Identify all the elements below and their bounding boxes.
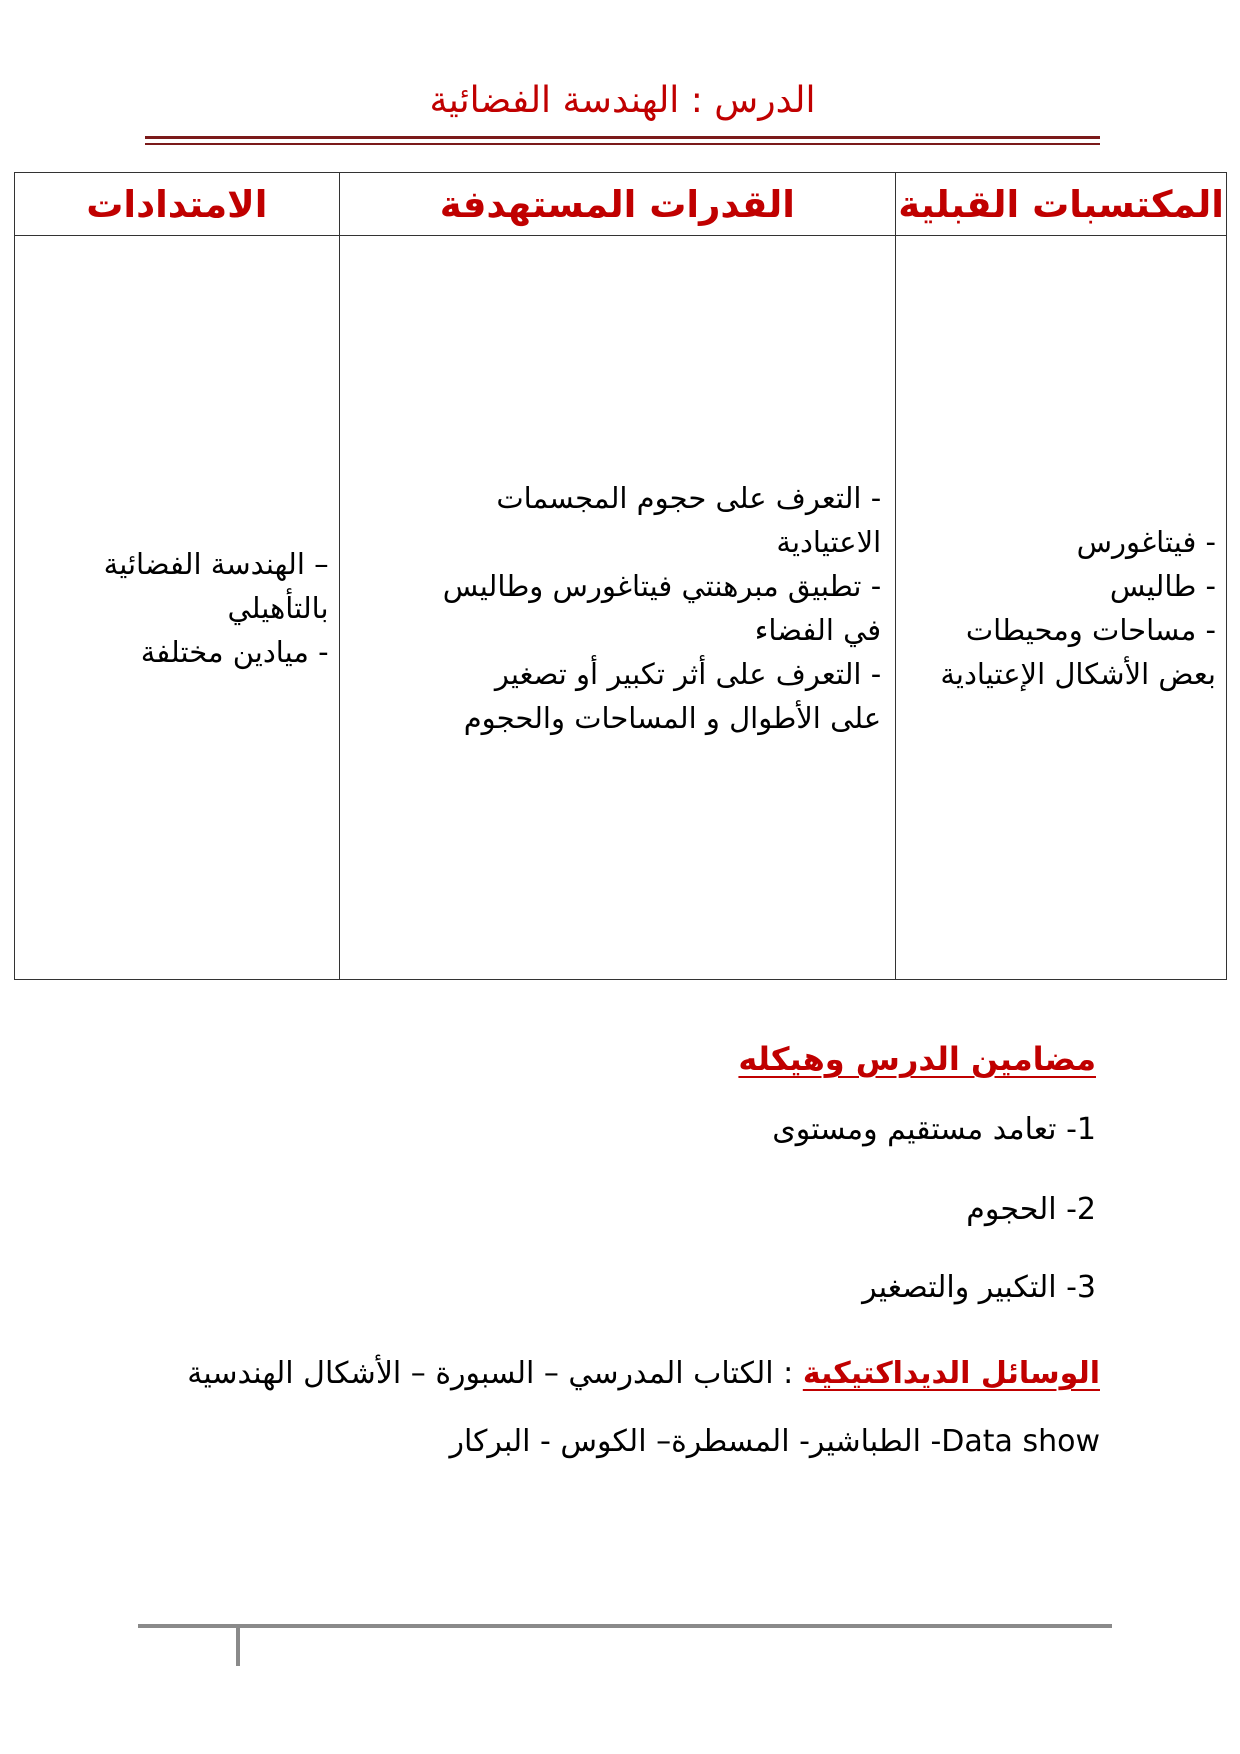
extensions-text: – الهندسة الفضائية بالتأهيلي - ميادين مختلفة — [103, 546, 329, 669]
tools-list-line-2: الطباشير- المسطرة– الكوس - البركار — [449, 1424, 921, 1459]
title-underline — [145, 136, 1100, 145]
targeted-skills-text: - التعرف على حجوم المجسمات الاعتيادية - تطبيق مبرهنتي فيتاغورس وطاليس في الفضاء - التعرف على أثر تكبير أو تصغير على الأطوال و المساحات والحجوم — [442, 480, 882, 735]
tools-line-1 — [150, 1340, 1100, 1408]
prerequisites-text: - فيتاغورس - طاليس - مساحات ومحيطات بعض الأشكال الإعتيادية — [940, 524, 1216, 691]
prerequisites-cell — [896, 236, 1227, 980]
didactic-tools — [150, 1340, 1100, 1476]
content-item-1: 1- تعامد مستقيم ومستوى — [772, 1112, 1096, 1147]
tools-separator: : — [773, 1356, 803, 1391]
header-extensions: الامتدادات — [15, 173, 340, 236]
footer-line — [138, 1624, 1112, 1628]
table-content-row — [15, 236, 1227, 980]
tools-line-2: Data show- الطباشير- المسطرة– الكوس - البركار — [449, 1424, 1100, 1459]
tools-list-line-1: الكتاب المدرسي – السبورة – الأشكال الهندسية — [187, 1356, 774, 1391]
extensions-cell — [15, 236, 340, 980]
content-item-2: 2- الحجوم — [966, 1192, 1096, 1227]
contents-heading-wrap — [738, 1040, 1096, 1078]
header-targeted-skills: القدرات المستهدفة — [339, 173, 896, 236]
lesson-overview-table — [14, 172, 1227, 980]
tools-heading: الوسائل الديداكتيكية — [802, 1356, 1100, 1391]
tools-data-show: Data show — [941, 1424, 1100, 1459]
header-prerequisites: المكتسبات القبلية — [896, 173, 1227, 236]
table-header-row — [15, 173, 1227, 236]
contents-heading: مضامين الدرس وهيكله — [738, 1040, 1096, 1078]
content-item-3: 3- التكبير والتصغير — [862, 1270, 1096, 1305]
targeted-skills-cell — [339, 236, 896, 980]
lesson-title: الدرس : الهندسة الفضائية — [429, 80, 816, 121]
footer-tick — [236, 1624, 240, 1666]
